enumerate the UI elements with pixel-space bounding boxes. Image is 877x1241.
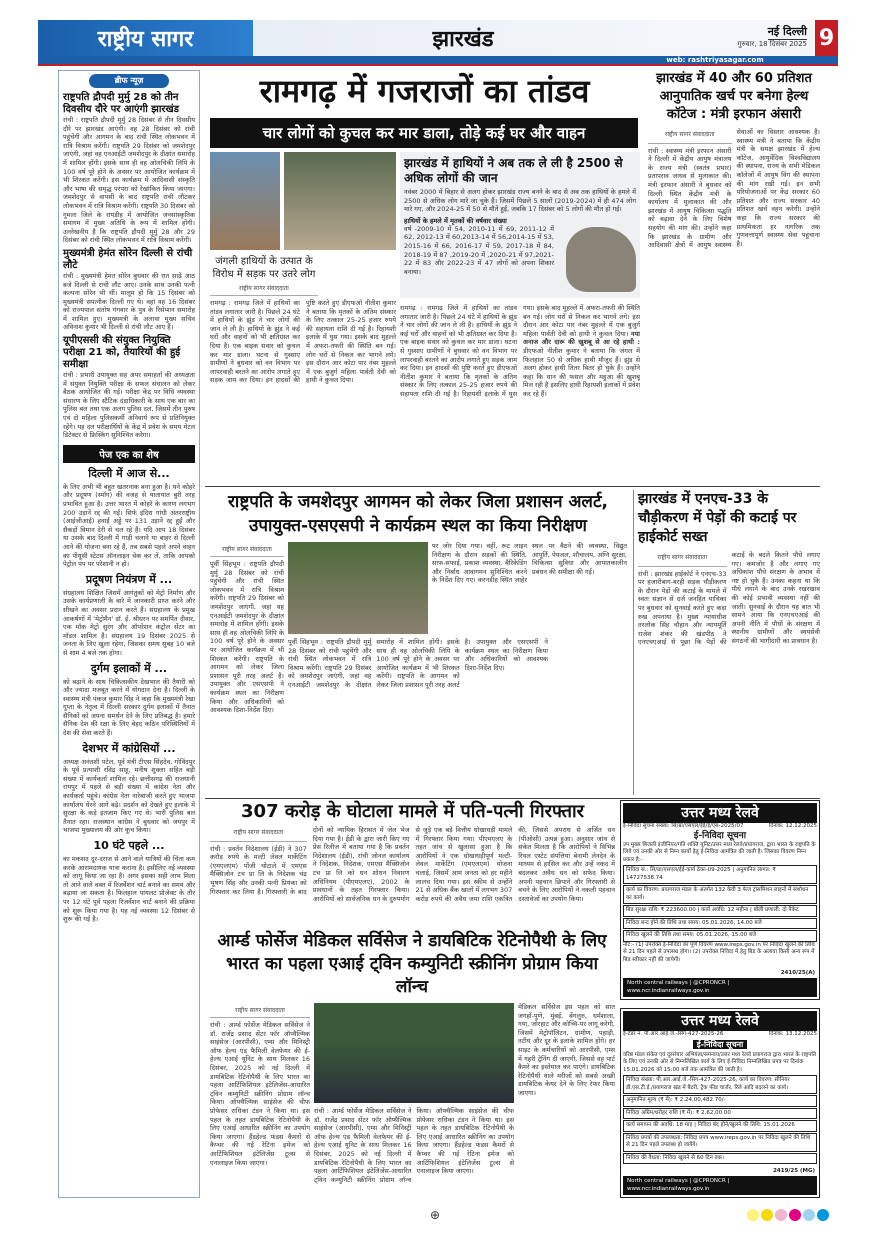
afms-body-right: मेडिकल सर्विसेज इस पहल को सात जगहों-पुणे, मुंबई, बेंगलुरु, धर्मशाला, गया, जोरहाट और कोच्चि-पर लागू करेगी, जिसमें मेट्रोपॉलिटन, ग्रामीण, पहाड़ी, तटीय और दूर के इलाके शामिल होंगे। हर साइट के कर्मचारियों को आरपीसी, एम्स में गहरी ट्रेनिंग दी जाएगी, जिससे वह पार्ट कैमरे का इस्तेमाल कर पाएंगे। डायबिटिक रेटिनोपैथी वाले मरीजों को सबसे अच्छी डायबिटिक केयर देने के लिए रेफर किया जाएगा। xyxy=(518,1003,615,1097)
ed-story xyxy=(210,800,615,926)
elephant-stats-box xyxy=(400,152,640,298)
section-title: झारखंड xyxy=(253,20,673,56)
president-content xyxy=(207,542,629,795)
inline-subhead: नया अनाज और दारू की खुशबू से आ रहे हाथी : xyxy=(523,329,640,347)
ad-row: निविदा खुलने की तिथि तथा समय: 05.01.2026, 15.00 बजे xyxy=(623,930,817,942)
byline: राष्ट्रीय सागर संवाददाता xyxy=(210,1003,310,1018)
health-body xyxy=(648,128,820,482)
continued-body: के लिए अभी भी बहुत खतरनाक बना हुआ है। घने कोहरे और प्रदूषण (स्मॉग) की वजह से यातायात बुरी तरह प्रभावित हुआ है। उत्तर भारत में कोहरे के कारण लगभग 200 उड़ानें रद्द की गईं। सिर्फ इंदिरा गांधी अंतरराष्ट्रीय (आईजीआई) हवाई अड्डे पर 131 उड़ानें रद्द हुईं और सैकड़ों विमान देरी से चल रहे हैं। यदि आप 18 दिसंबर या उसके बाद दिल्ली में गाड़ी चलाने या बाहर से दिल्ली आने की योजना बना रहे हैं, तब सबसे पहले अपने वाहन का पीयूसी स्टेटस ऑनलाइन चेक कर लें, ताकि आपको पेट्रोल पंप पर परेशानी न हो। xyxy=(63,482,195,569)
highcourt-headline: झारखंड में एनएच-33 के चौड़ीकरण में पेड़ों की कटाई पर हाईकोर्ट सख्त xyxy=(638,491,797,545)
president-story xyxy=(207,490,629,795)
continued-body: अध्यक्ष अनंतशी पटेल, पूर्व मंत्री टीएस सिंहदेव, गोविंदपुर के पूर्व प्रत्याशी रविंद्र साहू, मनीष शुक्ला सहित बड़ी संख्या में कार्यकर्ता शामिल रहे। छत्तीसगढ़ की राजधानी रायपुर में पहले से बड़ी संख्या में कांग्रेस नेता और कार्यकर्ता पहुंचे। कांग्रेस नेता नारेबाजी करते हुए भाजपा कार्यालय घेरने आगे बढ़े। प्रदर्शन को देखते हुए इलाके में सुरक्षा के कड़े इंतजाम किए गए थे। भारी पुलिस बल तैनात रहा। राजस्थान कांग्रेस ने बुधवार को जयपुर में भाजपा मुख्यालय की ओर कूच किया। xyxy=(63,757,195,835)
afms-story xyxy=(207,930,617,1198)
president-body-route: पर जोर दिया गया। वहीं, रूट लाइन निरीक्षण के दौरान सड़कों की स्थिति, साफ-सफाई, प्रकाश व्यवस्था, बैरिकेडिंग और निर्बाध आवागमन सुनिश्चित करने के निर्देश दिए गए। करनडीह स्थित जाहेर स्थल पर बैठने की व्यवस्था, विद्युत आपूर्ति, पेयजल, शौचालय, अग्नि सुरक्षा, चिकित्सा सुविधा और आपातकालीन प्रबंधन की समीक्षा की गई। xyxy=(432,542,627,585)
divider xyxy=(205,486,820,487)
afms-content xyxy=(207,1003,617,1198)
brief-title: मुख्यमंत्री हेमंत सोरेन दिल्ली से रांची लौटे xyxy=(63,247,193,271)
ad-row: निविदा सं.: सि/ग्रा/एसएल/ईई-कार्य ठेका-09-2025 | अनुमानित लागत: ₹ 14727538.74 xyxy=(623,865,817,884)
ad-railway-name: उत्तर मध्य रेलवे xyxy=(623,1011,817,1031)
railway-tender-ad-2 xyxy=(620,1008,820,1198)
brief-body: रांची : प्रभारी उपायुक्त सह अपर समाहर्ता की अध्यक्षता में संयुक्त नियुक्ति परीक्षा के सफल संचालन को लेकर बैठक आयोजित की गई। परीक्षा केंद्र पर विधि व्यवस्था संधारण के लिए स्टैटिक दंडाधिकारी के साथ एक बार का पुलिस बल तथा एक अलग पुलिस दल, जिसमें तीन पुरुष एवं दो महिला पुलिसकर्मी अनिवार्य रूप से प्रतिनियुक्त रहेंगे। यह दल परीक्षार्थियों के केंद्र में प्रवेश के समय मेटल डिटेक्टर से फ्रिस्किंग सुनिश्चित करेगा। xyxy=(63,371,195,440)
byline: राष्ट्रीय सागर संवाददाता xyxy=(210,826,307,842)
brief-title: यूपीएससी की संयुक्त नियुक्ति परीक्षा 21 को, तैयारियों की हुई समीक्षा xyxy=(63,335,181,371)
ad-title: ई-निविदा सूचना xyxy=(693,1040,747,1049)
ad-ref: ई-टेंडर नं. पी.आर.आई.जे.-सिग-427-2025-26 xyxy=(623,1031,724,1037)
masthead-logo: राष्ट्रीय सागर xyxy=(38,20,253,56)
photo-damaged-house xyxy=(210,152,280,250)
afms-body-cont: रांची : आर्म्ड फोर्सेज मेडिकल सर्विसेज ने डॉ. राजेंद्र प्रसाद सेंटर फॉर ऑप्थैल्मिक साइंसेज (आरपीसी), एम्स और मिनिस्ट्री ऑफ हेल्थ एंड फैमिली वेलफेयर की ई-हेल्थ एआई यूनिट के साथ मिलकर 16 दिसंबर, 2025 को नई दिल्ली में डायबिटिक रेटिनोपैथी के लिए भारत का पहला आर्टिफिशियल इंटेलिजेंस-आधारित ट्विन कम्युनिटी स्क्रीनिंग प्रोग्राम लॉन्च किया। ऑफ्थैल्मिक साइंसेज की चीफ प्रोफेसर राधिका टंडन ने किया था। इस पहल के तहत डायबिटिक रेटिनोपैथी के लिए एआई आधारित स्क्रीनिंग का उपयोग किया जाएगा। हैंडहेल्ड फंडस कैमरों से कैप्चर की गई रेटिना इमेज को आर्टिफिशियल इंटेलिजेंस टूल्स से एनालाइज किया जाएगा। xyxy=(314,1107,514,1184)
color-registration-marks xyxy=(745,1206,829,1225)
president-body: पूर्वी सिंहभूम : राष्ट्रपति द्रौपदी मुर्मु 28 दिसंबर को रांची पहुंचेंगी और रांची स्थित लोकभवन में रात्रि विश्राम करेंगी। राष्ट्रपति 29 दिसंबर को जमशेदपुर जाएंगी, जहां वह एनआईटी जमशेदपुर के दीक्षांत समारोह में शामिल होंगी। इसके साथ ही वह ओलचिकी लिपि के 100 वर्ष पूरे होने के अवसर पर आयोजित कार्यक्रम में भी शिरकत करेंगी। राष्ट्रपति के आगमन को लेकर जिला प्रशासन पूरी तरह अलर्ट है। उपायुक्त और एसएसपी ने कार्यक्रम स्थल का निरीक्षण किया और अधिकारियों को आवश्यक दिशा-निर्देश दिए। xyxy=(210,560,284,715)
health-body-text: रांची : स्वास्थ्य मंत्री इरफान अंसारी ने दिल्ली में केंद्रीय आयुष मंत्रालय के राज्य मंत्री (स्वतंत्र प्रभार) प्रतापराव जाधव से मुलाकात की। मंत्री इरफान अंसारी ने बुधवार को दिल्ली स्थित केंद्रीय मंत्री के कार्यालय में मुलाकात की और झारखंड में आयुष चिकित्सा पद्धति को बढ़ावा देने के लिए विशेष सहयोग की मांग की। उन्होंने कहा कि झारखंड के ग्रामीण और आदिवासी क्षेत्रों में आयुष स्वास्थ्य सेवाओं का विस्तार आवश्यक है। स्वास्थ्य मंत्री ने बताया कि केंद्रीय मंत्री के समक्ष झारखंड में हेल्थ कॉटेज, आयुर्वेदिक विश्वविद्यालय की स्थापना, राज्य के सभी मेडिकल कॉलेजों में आयुष विंग की स्थापना की मांग रखी गई। इन सभी परियोजनाओं पर केंद्र सरकार 60 प्रतिशत और राज्य सरकार 40 प्रतिशत खर्च वहन करेगी। उन्होंने कहा कि राज्य सरकार की प्राथमिकता हर नागरिक तक गुणवत्तापूर्ण स्वास्थ्य सेवा पहुंचाना है। xyxy=(648,128,820,250)
brief-title: राष्ट्रपति द्रौपदी मुर्मु 28 को तीन दिवसीय दौरे पर आएंगी झारखंड xyxy=(63,92,180,115)
byline: राष्ट्रीय सागर संवाददाता xyxy=(210,542,284,557)
elephant-image xyxy=(566,227,636,292)
highcourt-story xyxy=(633,490,820,795)
ed-body-text: रांची : प्रवर्तन निदेशालय (ईडी) ने 307 करोड़ रुपये के मल्टी लेवल मार्केटिंग (एमएलएम) पोंजी घोटाले में एमएस मैक्सिजोन टच प्रा लि के निदेशक चंद्र भूषण सिंह और उनकी पत्नी प्रियंका को गिरफ्तार कर लिया है। गिरफ्तारी के बाद दोनों को न्यायिक हिरासत में जेल भेज दिया गया है। ईडी के द्वारा जारी किए गए प्रेस रिलीज में बताया गया है कि प्रवर्तन निदेशालय (ईडी), रांची जोनल कार्यालय ने निदेशक, निदेशक, एमएस मैक्सिजोन टच प्रा लि को धन शोधन निवारण अधिनियम (पीएमएलए), 2002 के प्रावधानों के तहत गिरफ्तार किया। आरोपियों को सार्वजनिक धन के दुरुपयोग से जुड़े एक बड़े वित्तीय धोखाधड़ी मामले में गिरफ्तार किया गया। पीएमएलए के तहत जांच से खुलासा हुआ है कि आरोपियों ने एक धोखाधड़ीपूर्ण मल्टी-लेवल मार्केटिंग (एमएलएम) योजना चलाई, जिसमें आम जनता को हर महीने लालच दिया गया। इस स्कीम से उन्होंने 21 से अधिक बैंक खातों में लगभग 307 करोड़ रुपये की अवैध जमा राशि एकत्रित की, जिससे अपराध से अर्जित धन (पीओसी) उत्पन्न हुआ। अनुसार जांच से संकेत मिलता है कि आरोपियों ने विभिन्न रियल एस्टेट संपत्तियां बेनामी लेनदेन के माध्यम से हासिल कर और उन्हें नकद में बदलकर अवैध धन को सफेद किया। अपनी पहचान छिपाने और गिरफ्तारी से बचने के लिए आरोपियों ने नकली पहचान दस्तावेजों का उपयोग किया। xyxy=(210,826,615,903)
ad-row: निविदा संख्या: पी.आर.आई.जे.-सिग-427-2025-26, कार्य का विवरण: सीनियर डी.एस.टी.ई./प्रयागराज खंड में बैटरी, ट्रैक फीड चार्जर, रिले आदि बदलने का कार्य। xyxy=(623,1075,817,1094)
ad-ref: ई-निविदा सूचना संख्या: सि/ग्रा/एसएल/ईई/ई/एस-2025/07 xyxy=(623,823,744,829)
continued-bar: पेज एक का शेष xyxy=(63,445,195,463)
registration-dot xyxy=(775,1209,787,1221)
ed-headline: 307 करोड़ के घोटाला मामले में पति-पत्नी गिरफ्तार xyxy=(241,801,584,822)
stats-box-title: झारखंड में हाथियों ने अब तक ले ली है 2500 से अधिक लोगों की जान xyxy=(404,156,623,185)
ad-date: दिनांक: 13.12.2025 xyxy=(768,1031,817,1037)
president-headline: राष्ट्रपति के जमशेदपुर आगमन को लेकर जिला प्रशासन अलर्ट, उपायुक्त-एसएसपी ने कार्यक्रम स्थल का किया निरीक्षण xyxy=(227,492,608,536)
lead-headline: रामगढ़ में गजराजों का तांडव xyxy=(259,72,590,110)
stats-box-body: नवंबर 2000 में बिहार से अलग होकर झारखंड राज्य बनने के बाद से अब तक हाथियों के हमले में 2500 से अधिक लोग मारे जा चुके हैं। जिसमें पिछले 5 सालों (2019-2024) में ही 474 लोग मारे गए, और 2024-25 में 50 से मौतें हुईं, जबकि 17 दिसंबर को 5 लोगों की मौत हो गई। xyxy=(404,188,636,214)
left-column xyxy=(58,70,200,1198)
ad-row: निविदा की वैधता: निविदा खुलने से 60 दिन तक। xyxy=(623,1153,817,1165)
side-headline: जंगली हाथियों के उत्पात के विरोध में सड़क पर उतरे लोग xyxy=(212,256,316,280)
stats-box-figures: वर्ष -2009-10 में 54, 2010-11 में 69, 2011-12 में 62, 2012-13 में 60,2013-14 में 56,2014-15 में 53, 2015-16 में 66, 2016-17 में 59, 2017-18 में 84, 2018-19 में 87 ,2019-20 में ,2020-21 में 97,2021-22 में 83 और 2022-23 में 47 लोगों को अपना शिकार बनाया। xyxy=(404,224,554,276)
afms-headline: आर्म्ड फोर्सेज मेडिकल सर्विसेज ने डायबिटिक रेटिनोपैथी के लिए भारत का पहला एआई ट्विन कम्युनिटी स्क्रीनिंग प्रोग्राम किया लॉन्च xyxy=(217,931,607,997)
continued-title: दिल्ली में आज से... xyxy=(88,466,170,480)
afms-body: रांची : आर्म्ड फोर्सेज मेडिकल सर्विसेज ने डॉ. राजेंद्र प्रसाद सेंटर फॉर ऑप्थैल्मिक साइंसेज (आरपीसी), एम्स और मिनिस्ट्री ऑफ हेल्थ एंड फैमिली वेलफेयर की ई-हेल्थ एआई यूनिट के साथ मिलकर 16 दिसंबर, 2025 को नई दिल्ली में डायबिटिक रेटिनोपैथी के लिए भारत का पहला आर्टिफिशियल इंटेलिजेंस-आधारित ट्विन कम्युनिटी स्क्रीनिंग प्रोग्राम लॉन्च किया। ऑफ्थैल्मिक साइंसेज की चीफ प्रोफेसर राधिका टंडन ने किया था। इस पहल के तहत डायबिटिक रेटिनोपैथी के लिए एआई आधारित स्क्रीनिंग का उपयोग किया जाएगा। हैंडहेल्ड फंडस कैमरों से कैप्चर की गई रेटिना इमेज को आर्टिफिशियल इंटेलिजेंस टूल्स से एनालाइज किया जाएगा। xyxy=(210,1021,310,1167)
railway-tender-ad-1 xyxy=(620,800,820,1000)
registration-dot xyxy=(803,1209,815,1221)
continued-title: देशभर में कांग्रेसियों ... xyxy=(82,741,176,755)
ad-row: निविदा बन्द होने की तिथि तथा समय: 05.01.2026, 14.00 बजे xyxy=(623,918,817,930)
divider xyxy=(205,798,820,799)
inline-body: डीएफओ नीतीश कुमार ने बताया कि जंगल में फिलहाल 50 से अधिक हाथी मौजूद हैं। झुंड से अलग होकर हाथी तितर बितर हो चुके हैं। उन्होंने कहा कि धान की फसल और महुआ की खुशबू मिल रही है इसलिए हाथी रिहायशी इलाकों में प्रवेश कर रहे हैं। xyxy=(523,346,640,398)
health-story xyxy=(648,70,820,482)
ad-footer[interactable]: North central railways | @CPRONCR | www.ncr.indianrailways.gov.in xyxy=(623,978,817,997)
ad-code: 2419/25 (MG) xyxy=(773,1167,815,1174)
ad-date: दिनांक: 12.12.2025 xyxy=(768,823,817,829)
lead-subhead: चार लोगों को कुचल कर मार डाला, तोड़े कई घर और वाहन xyxy=(210,118,638,148)
brief-news-label: ब्रीफ न्यूज़ xyxy=(89,74,169,88)
photo-rubble xyxy=(284,152,396,250)
ad-row: कार्य समापन की अवधि: 18 माह | निविदा बंद होने/खुलने की तिथि: 15.01.2026 xyxy=(623,1120,817,1132)
byline: राष्ट्रीय सागर संवाददाता xyxy=(648,128,732,144)
health-headline: झारखंड में 40 और 60 प्रतिशत आनुपातिक खर्च पर बनेगा हेल्थ कॉटेज : मंत्री इरफान अंसारी xyxy=(656,71,812,122)
ad-row: बिड सुरक्षा राशि: ₹ 223600.00 | कार्य अवधि: 12 महीना | बोली प्रणाली: दो पैकेट xyxy=(623,905,817,917)
highcourt-body-text: रांची : झारखंड हाईकोर्ट ने एनएच-33 पर हजारीबाग-बरही सड़क चौड़ीकरण के दौरान पेड़ों की कटाई के मामले में स्वतः संज्ञान से दर्ज जनहित याचिका पर बुधवार को सुनवाई करते हुए कड़ा रुख अपनाया है। मुख्य न्यायाधीश तरलोक सिंह चौहान और न्यायमूर्ति राजेश शंकर की खंडपीठ ने एनएचएआई से पूछा कि पेड़ों की कटाई के बदले कितने पौधे लगाए गए। कमजोर है और लगाए गए अधिकांश पौधे संरक्षण के अभाव में नष्ट हो चुके हैं। उनका कहना था कि पौधे लगाने के बाद उनके रखरखाव की कोई प्रभावी व्यवस्था नहीं की जाती। सुनवाई के दौरान यह बात भी सामने आया कि एनएचएआई की अपनी नीति में पौधों के संरक्षण में स्थानीय ग्रामीणों और स्वयंसेवी संगठनों की भागीदारी का प्रावधान है। xyxy=(638,551,820,647)
ad-footer[interactable]: North central railways | @CPRONCR | www.ncr.indianrailways.gov.in xyxy=(623,1176,817,1195)
ad-note: नोट:- (1) उपरोक्त ई-निविदा का पूर्ण विवरण www.ireps.gov.in पर निविदा खुलने की तिथि से 21 दिन पहले से उपलब्ध होगा। (2) उपरोक्त निविदा में हेतु बिड के अलावा किसी अन्य रूप में बिड स्वीकार नहीं की जायेगी। xyxy=(623,941,815,963)
ad-intro: वरिष्ठ मंडल संकेत एवं दूरसंचार अभियंता/समन्वय/उत्तर मध्य रेलवे प्रयागराज द्वारा भारत के राष्ट्रपति के लिए एवं उनकी ओर से निम्नलिखित कार्य के लिए ई-निविदा निम्नलिखित प्रपत्र पर दिनांक 15.01.2026 को 15:00 बजे तक आमंत्रित की जाती है। xyxy=(623,1051,816,1073)
ad-row: निविदा अग्रिम/धरोहर राशि (₹ में): ₹ 2,62,00.00 xyxy=(623,1108,817,1120)
ed-body xyxy=(210,826,615,926)
ad-intro: उप मुख्य बिजली इंजीनियर/गति शक्ति यूनिट/उत्तर मध्य रेलवे/प्रयागराज, द्वारा भारत के राष्ट्रपति के लिये एवं उनकी ओर से निम्न कार्यों हेतु ई-निविदा आमंत्रित की जाती है। जिसका विवरण निम्न प्रकार है:- xyxy=(623,841,816,863)
continued-title: दुर्गम इलाकों में ... xyxy=(90,661,168,675)
registration-dot xyxy=(789,1209,801,1221)
president-left-col xyxy=(210,542,284,795)
lead-body-left: रामगढ़ : रामगढ़ जिले में हाथियों का तांडव लगातार जारी है। पिछले 24 घंटे में हाथियों के झुंड ने चार लोगों की जान ले ली है। हाथियों के झुंड ने कई घरों और वाहनों को भी क्षतिग्रस्त कर दिया है। एक बाइक सवार को कुचल कर मार डाला। घटना से गुस्साए ग्रामीणों ने बुधवार को वन विभाग पर लापरवाही बरतने का आरोप लगाते हुए सड़क जाम कर दिया। इन हादसों की पुष्टि करते हुए डीएफओ नीतीश कुमार ने बताया कि मृतकों के अंतिम संस्कार के लिए तत्काल 25-25 हजार रुपये की सहायता राशि दी गई है। रिहायशी इलाके में घुस गया। इसके बाद मुहल्ले में अफरा-तफरी की स्थिति बन गई। लोग घरों से निकल कर भागने लगे। इस दौरान आर कोटा पार नंबर मुहल्ले में एक बुजुर्ग महिला पार्वती देवी को हाथी ने कुचल दिया। xyxy=(210,299,396,385)
ad-railway-name: उत्तर मध्य रेलवे xyxy=(623,803,817,823)
edition-info xyxy=(673,20,815,56)
page-number: 9 xyxy=(815,20,838,56)
edition-city: नई दिल्ली xyxy=(767,25,807,38)
photo-afms-launch xyxy=(314,1003,514,1103)
stats-box-subtitle: हाथियों के हमले में मृतकों की वर्षवार संख्या xyxy=(404,216,507,225)
president-body-cont: पूर्वी सिंहभूम : राष्ट्रपति द्रौपदी मुर्मु 28 दिसंबर को रांची पहुंचेंगी और रांची स्थित लोकभवन में रात्रि विश्राम करेंगी। राष्ट्रपति 29 दिसंबर को जमशेदपुर जाएंगी, जहां वह एनआईटी जमशेदपुर के दीक्षांत समारोह में शामिल होंगी। इसके साथ ही वह ओलचिकी लिपि के 100 वर्ष पूरे होने के अवसर पर आयोजित कार्यक्रम में भी शिरकत करेंगी। राष्ट्रपति के आगमन को लेकर जिला प्रशासन पूरी तरह अलर्ट है। उपायुक्त और एसएसपी ने कार्यक्रम स्थल का निरीक्षण किया और अधिकारियों को आवश्यक दिशा-निर्देश दिए। xyxy=(288,638,548,689)
registration-dot xyxy=(747,1209,759,1221)
registration-dot xyxy=(761,1209,773,1221)
crosshair-icon: ⊕ xyxy=(430,1208,441,1222)
lead-body xyxy=(400,304,640,482)
continued-title: प्रदूषण नियंत्रण में ... xyxy=(85,572,173,586)
continued-body: का मकसद दूर-दराज से आने वाले यात्रियों की चिंता कम करके आरामदायक यात्रा कराना है। इसीलिए नई व्यवस्था को लागू किया जा रहा है। अगर इसका सही लाभ मिला तो आने वाले वक्त में रिजर्वेशन चार्ट बनाने का समय और बढ़ाया जा सकता है। फिलहाल पायलट प्रोजेक्ट के तौर पर 12 घंटे पूर्व पहला रिजर्वेशन चार्ट बनाने की प्रक्रिया को शुरू किया गया है। यह नई व्यवस्था 12 दिसंबर से शुरू की गई है। xyxy=(63,855,195,924)
ad-content xyxy=(623,1031,817,1167)
continued-title: 10 घंटे पहले ... xyxy=(93,839,165,852)
registration-dot xyxy=(817,1209,829,1221)
continued-body: संग्रहालय शिक्षित जिसमें आगंतुकों को मेट्रो निर्माण और उसके कार्यप्रणाली के बारे में जानकारी प्राप्त करने और सीखने का अवसर प्रदान करते हैं। संग्रहालय के प्रमुख आकर्षणों में 'मेट्रोमैन' डॉ. ई. श्रीधरन पर समर्पित दीवार, एक मॉक मेट्रो सुरंग और ऑपरेशन कंट्रोल सेंटर का मॉडल शामिल है। संग्रहालय 19 दिसंबर 2025 से जनता के लिए खुला रहेगा, जिसका समय सुबह 10 बजे से शाम 4 बजे तक होगा। xyxy=(63,588,195,657)
edition-date: गुरुवार, 18 दिसंबर 2025 xyxy=(737,40,807,48)
brief-body: रांची : मुख्यमंत्री हेमंत सोरेन बुधवार की रात साढ़े आठ बजे दिल्ली से रांची लौट आए। उनके साथ उनकी पत्नी कल्पना सोरेन भी थीं। मालूम हो कि 15 दिसंबर को मुख्यमंत्री सपत्नीक दिल्ली गए थे। वहां वह 16 दिसंबर को राज्यपाल संतोष गंगवार के पुत्र के रिसेप्शन समारोह में शामिल हुए। मुख्यमंत्री के अलावा मुख्य सचिव अविनाश कुमार भी दिल्ली से रांची लौट आए हैं। xyxy=(63,271,195,332)
ad-row: कार्य का विवरण: प्रयागराज मंडल के अंतर्गत 132 केवी 3 फेज ट्रांसमिशन लाइनों में संशोधन का कार्य। xyxy=(623,885,817,904)
photo-inspection xyxy=(288,542,428,634)
continued-body: को बढ़ाने के साथ चिकित्सकीय देखभाल की तैयारी को और ज्यादा मजबूत करने में योगदान देना है। दिल्ली के स्वास्थ्य मंत्री पंकज कुमार सिंह ने कहा कि मुख्यमंत्री रेखा गुप्ता के नेतृत्व में दिल्ली सरकार दुर्गम इलाकों में तैनात सैनिकों को अपना समर्थन देने के लिए प्रतिबद्ध है। हमारे सैनिक देश की रक्षा के लिए बेहद कठिन परिस्थितियों में देश की सेवा करते हैं। xyxy=(63,677,195,738)
afms-left-col xyxy=(210,1003,310,1198)
byline: राष्ट्रीय सागर संवाददाता xyxy=(210,281,318,296)
ad-title: ई-निविदा सूचना xyxy=(693,830,747,841)
highcourt-body xyxy=(638,551,820,795)
ad-row: अनुमानित मूल्य (₹ में): ₹ 2,24,00,482.70/- xyxy=(623,1095,817,1107)
ad-row: निविदा प्रपत्रों की उपलब्धता: निविदा प्रपत्र www.ireps.gov.in पर निविदा खुलने की तिथि से 21 दिन पहले उपलब्ध हो जायेंगे। xyxy=(623,1133,817,1152)
brief-body: रांची : राष्ट्रपति द्रौपदी मुर्मु 28 दिसंबर से तीन दिवसीय दौरे पर झारखंड आएंगी। वह 28 दिसंबर को रांची पहुंचेंगी और आगमन के बाद रांची स्थित लोकभवन में रात्रि विश्राम करेंगी। राष्ट्रपति 29 दिसंबर को जमशेदपुर जाएंगी, जहां वह एनआईटी जमशेदपुर के दीक्षांत समारोह में शामिल होंगी। इसके साथ ही वह ओलचिकी लिपि के 100 वर्ष पूरे होने के अवसर पर आयोजित कार्यक्रम में भी शिरकत करेंगी। इस कार्यक्रम में आदिवासी संस्कृति और भाषा की समृद्ध परंपरा को रेखांकित किया जाएगा। जमशेदपुर से वापसी के बाद राष्ट्रपति रांची लौटकर लोकभवन में रात्रि विश्राम करेंगी। राष्ट्रपति 30 दिसंबर को गुमला जिले के रायडीह में आयोजित जनसांस्कृतिक समागम में मुख्य अतिथि के रूप में शामिल होंगी। उल्लेखनीय है कि राष्ट्रपति द्रौपदी मुर्मु 28 और 29 दिसंबर को रांची स्थित लोकभवन में रात्रि विश्राम करेंगी। xyxy=(63,116,195,245)
ad-code: 2410/25(A) xyxy=(780,969,815,976)
lead-body-text: रामगढ़ : रामगढ़ जिले में हाथियों का तांडव लगातार जारी है। पिछले 24 घंटे में हाथियों के झुंड ने चार लोगों की जान ले ली है। हाथियों के झुंड ने कई घरों और वाहनों को भी क्षतिग्रस्त कर दिया है। एक बाइक सवार को कुचल कर मार डाला। घटना से गुस्साए ग्रामीणों ने बुधवार को वन विभाग पर लापरवाही बरतने का आरोप लगाते हुए सड़क जाम कर दिया। इन हादसों की पुष्टि करते हुए डीएफओ नीतीश कुमार ने बताया कि मृतकों के अंतिम संस्कार के लिए तत्काल 25-25 हजार रुपये की सहायता राशि दी गई है। रिहायशी इलाके में घुस गया। इसके बाद मुहल्ले में अफरा-तफरी की स्थिति बन गई। लोग घरों से निकल कर भागने लगे। इस दौरान आर कोटा पार नंबर मुहल्ले में एक बुजुर्ग महिला पार्वती देवी को हाथी ने कुचल दिया। xyxy=(400,304,640,398)
website-link[interactable]: web: rashtriyasagar.com xyxy=(666,56,764,64)
ad-content xyxy=(623,823,817,969)
byline: राष्ट्रीय सागर संवाददाता xyxy=(638,551,727,567)
lead-side-story xyxy=(210,255,396,482)
